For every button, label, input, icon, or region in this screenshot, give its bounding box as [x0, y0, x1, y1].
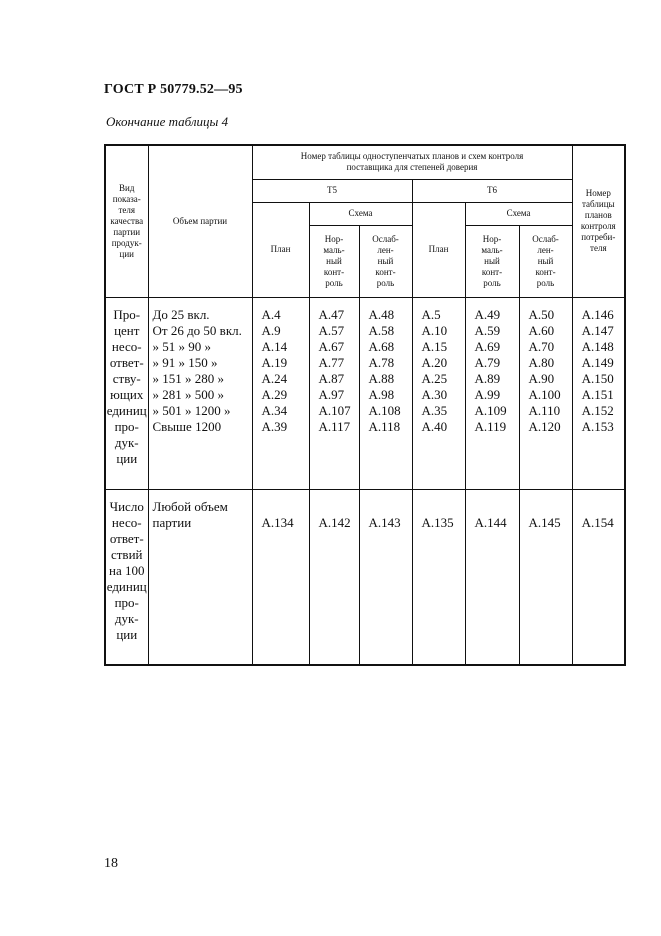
cell-line: А.135	[421, 514, 454, 530]
cell-line: Номер	[585, 188, 611, 199]
cell-line: А.89	[474, 370, 501, 386]
t6-plan-values	[412, 489, 465, 665]
table-row	[105, 297, 625, 489]
cell-line: А.153	[581, 418, 614, 434]
cell-line: ции	[116, 450, 138, 466]
cell-line: А.59	[474, 322, 501, 338]
cell-line: лен-	[377, 244, 394, 255]
cell-line: контроля	[580, 221, 616, 232]
table-row	[105, 489, 625, 665]
cell-line: А.80	[528, 354, 555, 370]
header-t5-normal	[309, 225, 359, 297]
cell-line: А.70	[528, 338, 555, 354]
cell-line: А.50	[528, 306, 555, 322]
cell-line: А.154	[581, 514, 614, 530]
cell-line: А.34	[261, 402, 288, 418]
cell-line: А.119	[474, 418, 507, 434]
cell-line: А.14	[261, 338, 288, 354]
cell-line: А.150	[581, 370, 614, 386]
header-lot-size: Объем партии	[148, 145, 252, 297]
cell-line: » 91 » 150 »	[152, 354, 218, 370]
cell-line: » 281 » 500 »	[152, 386, 224, 402]
cell-line: А.146	[581, 306, 614, 322]
cell-line: роль	[376, 277, 395, 288]
cell-line: А.77	[318, 354, 345, 370]
cell-line: А.149	[581, 354, 614, 370]
cell-line: А.29	[261, 386, 288, 402]
cell-line: несо-	[111, 514, 142, 530]
header-t6: Т6	[412, 179, 572, 202]
cell-line: Свыше 1200	[152, 418, 222, 434]
cell-line: А.143	[368, 514, 401, 530]
cell-line: поставщика для степеней доверия	[346, 162, 478, 173]
cell-line: партии	[152, 514, 192, 530]
consumer-values	[572, 297, 625, 489]
cell-line: ный	[377, 255, 394, 266]
cell-line: Нор-	[482, 233, 502, 244]
row-lot-sizes	[148, 297, 252, 489]
cell-line: ющих	[110, 386, 144, 402]
cell-line: планов	[584, 210, 612, 221]
cell-line: Про-	[113, 306, 141, 322]
cell-line: дук-	[114, 610, 139, 626]
header-t6-plan: План	[412, 202, 465, 297]
header-t5-plan: План	[252, 202, 309, 297]
cell-line: А.78	[368, 354, 395, 370]
page-number: 18	[104, 856, 118, 871]
t5-reduced-values	[359, 297, 412, 489]
cell-line: А.49	[474, 306, 501, 322]
cell-line: конт-	[323, 266, 345, 277]
cell-line: А.30	[421, 386, 448, 402]
cell-line: Ослаб-	[372, 233, 399, 244]
cell-line: А.110	[528, 402, 561, 418]
cell-line: А.152	[581, 402, 614, 418]
cell-line: А.58	[368, 322, 395, 338]
cell-line: А.10	[421, 322, 448, 338]
cell-line: на 100	[109, 562, 145, 578]
cell-line: теля	[118, 204, 136, 215]
header-t6-reduced	[519, 225, 572, 297]
cell-line: роль	[483, 277, 501, 288]
cell-line: А.108	[368, 402, 401, 418]
cell-line: А.57	[318, 322, 345, 338]
cell-line: ный	[537, 255, 554, 266]
cell-line: ный	[484, 255, 500, 266]
cell-line: » 51 » 90 »	[152, 338, 211, 354]
t5-plan-values	[252, 297, 309, 489]
cell-line: » 151 » 280 »	[152, 370, 224, 386]
cell-line: потреби-	[581, 232, 616, 243]
cell-line: роль	[536, 277, 555, 288]
cell-line: А.98	[368, 386, 395, 402]
cell-line: теля	[590, 243, 607, 254]
cell-line: качества	[110, 215, 144, 226]
t6-reduced-values	[519, 297, 572, 489]
cell-line: роль	[325, 277, 343, 288]
t5-reduced-values	[359, 489, 412, 665]
t5-normal-values	[309, 489, 359, 665]
cell-line: А.100	[528, 386, 561, 402]
header-group-title	[252, 145, 572, 179]
t5-normal-values	[309, 297, 359, 489]
cell-line: про-	[114, 418, 139, 434]
t6-normal-values	[465, 297, 519, 489]
cell-line: А.19	[261, 354, 288, 370]
cell-line: таблицы	[582, 199, 615, 210]
cell-line: Любой объем	[152, 498, 228, 514]
cell-line: А.87	[318, 370, 345, 386]
cell-line: А.107	[318, 402, 351, 418]
cell-line: А.134	[261, 514, 294, 530]
cell-line: А.4	[261, 306, 281, 322]
cell-line: А.147	[581, 322, 614, 338]
cell-line: партии	[113, 226, 141, 237]
cell-line: ответ-	[109, 530, 144, 546]
consumer-values	[572, 489, 625, 665]
cell-line: ции	[116, 626, 138, 642]
cell-line: несо-	[111, 338, 142, 354]
cell-line: единиц	[106, 578, 147, 594]
header-t5-reduced	[359, 225, 412, 297]
cell-line: А.142	[318, 514, 351, 530]
row-indicator	[105, 297, 148, 489]
cell-line: конт-	[481, 266, 503, 277]
plans-table	[104, 144, 626, 666]
header-t5-scheme: Схема	[309, 202, 412, 225]
cell-line: А.69	[474, 338, 501, 354]
header-t5: Т5	[252, 179, 412, 202]
cell-line: А.79	[474, 354, 501, 370]
header-t6-scheme: Схема	[465, 202, 572, 225]
cell-line: А.20	[421, 354, 448, 370]
cell-line: А.145	[528, 514, 561, 530]
cell-line: А.35	[421, 402, 448, 418]
cell-line: конт-	[535, 266, 556, 277]
standard-title: ГОСТ Р 50779.52—95	[104, 82, 243, 97]
cell-line: А.99	[474, 386, 501, 402]
header-t6-normal	[465, 225, 519, 297]
t6-plan-values	[412, 297, 465, 489]
cell-line: А.47	[318, 306, 345, 322]
cell-line: А.9	[261, 322, 281, 338]
cell-line: От 26 до 50 вкл.	[152, 322, 242, 338]
cell-line: маль-	[323, 244, 345, 255]
cell-line: ству-	[112, 370, 141, 386]
cell-line: показа-	[112, 193, 141, 204]
cell-line: Вид	[119, 182, 135, 193]
cell-line: А.120	[528, 418, 561, 434]
cell-line: А.40	[421, 418, 448, 434]
cell-line: А.15	[421, 338, 448, 354]
cell-line: ный	[326, 255, 342, 266]
cell-line: единиц	[106, 402, 147, 418]
cell-line: А.88	[368, 370, 395, 386]
cell-line: цент	[114, 322, 140, 338]
cell-line: ответ-	[109, 354, 144, 370]
cell-line: А.117	[318, 418, 351, 434]
cell-line: Номер таблицы одноступенчатых планов и схем контроля	[300, 151, 524, 162]
cell-line: конт-	[375, 266, 396, 277]
cell-line: А.68	[368, 338, 395, 354]
cell-line: дук-	[114, 434, 139, 450]
table-continuation-caption: Окончание таблицы 4	[106, 114, 229, 129]
cell-line: Ослаб-	[532, 233, 559, 244]
cell-line: А.144	[474, 514, 507, 530]
cell-line: Число	[109, 498, 144, 514]
cell-line: ции	[119, 248, 134, 259]
cell-line: До 25 вкл.	[152, 306, 210, 322]
header-indicator	[105, 145, 148, 297]
cell-line: А.5	[421, 306, 441, 322]
cell-line: Нор-	[324, 233, 344, 244]
cell-line: маль-	[481, 244, 503, 255]
cell-line: А.24	[261, 370, 288, 386]
cell-line: лен-	[537, 244, 554, 255]
cell-line: про-	[114, 594, 139, 610]
cell-line: А.67	[318, 338, 345, 354]
cell-line: А.48	[368, 306, 395, 322]
row-lot-sizes	[148, 489, 252, 665]
cell-line: » 501 » 1200 »	[152, 402, 231, 418]
t6-normal-values	[465, 489, 519, 665]
cell-line: А.39	[261, 418, 288, 434]
cell-line: А.60	[528, 322, 555, 338]
cell-line: А.97	[318, 386, 345, 402]
cell-line: А.148	[581, 338, 614, 354]
t6-reduced-values	[519, 489, 572, 665]
cell-line: продук-	[111, 237, 142, 248]
row-indicator	[105, 489, 148, 665]
cell-line: А.90	[528, 370, 555, 386]
cell-line: А.118	[368, 418, 401, 434]
cell-line: А.151	[581, 386, 614, 402]
cell-line: ствий	[110, 546, 143, 562]
t5-plan-values	[252, 489, 309, 665]
header-consumer-table	[572, 145, 625, 297]
cell-line: А.25	[421, 370, 448, 386]
cell-line: А.109	[474, 402, 507, 418]
